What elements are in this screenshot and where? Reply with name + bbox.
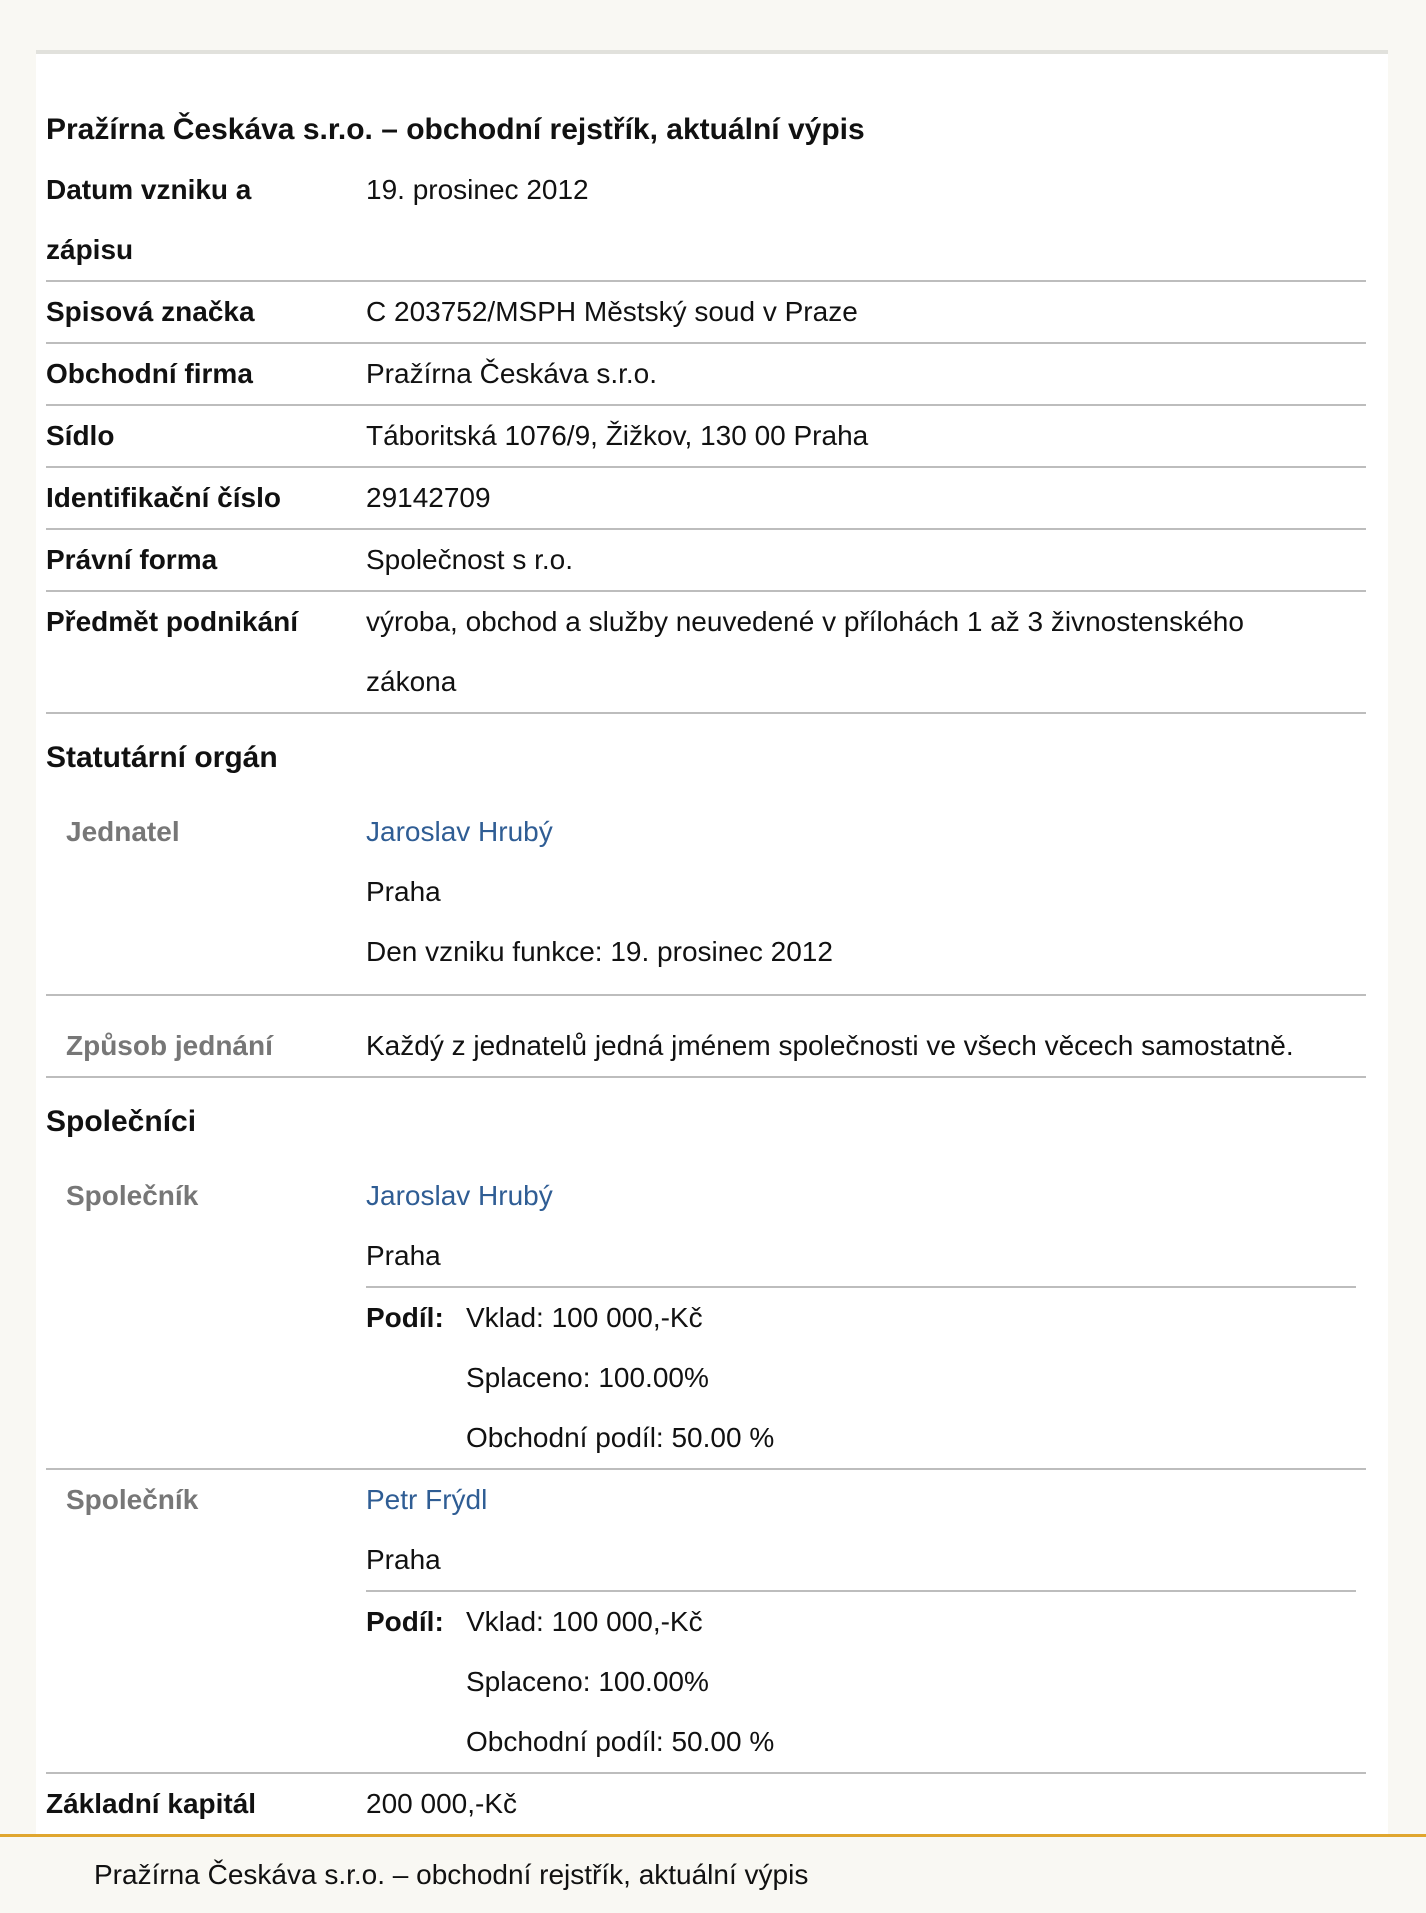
row-business (46, 592, 1366, 714)
capital-label: Základní kapitál (46, 1788, 257, 1819)
id-number-label: Identifikační číslo (46, 482, 281, 513)
row-acting (46, 996, 1366, 1078)
partner-1-label: Společník (66, 1180, 199, 1211)
row-file-number (46, 282, 1366, 344)
row-id-number (46, 468, 1366, 530)
seat-value: Táboritská 1076/9, Žižkov, 130 00 Praha (366, 420, 869, 451)
row-founded (46, 160, 1366, 282)
partner-2-share-percent: Obchodní podíl: 50.00 % (466, 1726, 775, 1757)
file-number-label: Spisová značka (46, 296, 255, 327)
row-partner-2 (46, 1470, 1366, 1774)
partner-2-label: Společník (66, 1484, 199, 1515)
page-title: Pražírna Českáva s.r.o. – obchodní rejstřík, aktuální výpis (46, 113, 865, 146)
legal-form-value: Společnost s r.o. (366, 544, 574, 575)
footer-text: Pražírna Českáva s.r.o. – obchodní rejstřík, aktuální výpis (94, 1859, 809, 1890)
row-legal-form (46, 530, 1366, 592)
partner-1-city: Praha (366, 1240, 441, 1271)
partner-2-paid: Splaceno: 100.00% (466, 1666, 709, 1697)
acting-label: Způsob jednání (66, 1030, 273, 1061)
founded-label: Datum vzniku a zápisu (46, 174, 252, 265)
partner-1-paid: Splaceno: 100.00% (466, 1362, 709, 1393)
seat-label: Sídlo (46, 420, 115, 451)
founded-value: 19. prosinec 2012 (366, 174, 589, 205)
partner-2-share (366, 1592, 1366, 1772)
row-seat (46, 406, 1366, 468)
business-value: výroba, obchod a služby neuvedené v přílohách 1 až 3 živnostenského zákona (366, 606, 1244, 697)
director-city: Praha (366, 876, 441, 907)
row-partner-1 (46, 1166, 1366, 1470)
partner-1-deposit: Vklad: 100 000,-Kč (466, 1302, 703, 1333)
row-company-name (46, 344, 1366, 406)
company-name-value: Pražírna Českáva s.r.o. (366, 358, 658, 389)
partner-1-share-percent: Obchodní podíl: 50.00 % (466, 1422, 775, 1453)
director-name-link[interactable]: Jaroslav Hrubý (366, 816, 553, 847)
company-name-label: Obchodní firma (46, 358, 253, 389)
registry-card (36, 50, 1388, 1838)
partner-1-share-label: Podíl: (366, 1302, 444, 1333)
id-number-value: 29142709 (366, 482, 491, 513)
registry-content (46, 54, 1366, 1836)
acting-value: Každý z jednatelů jedná jménem společnosti ve všech věcech samostatně. (366, 1030, 1294, 1061)
director-details (366, 802, 1366, 982)
partner-1-name-link[interactable]: Jaroslav Hrubý (366, 1180, 553, 1211)
partners-heading: Společníci (46, 1105, 197, 1138)
partner-1-share-values (466, 1288, 774, 1468)
partner-2-deposit: Vklad: 100 000,-Kč (466, 1606, 703, 1637)
row-director (46, 802, 1366, 996)
director-since: Den vzniku funkce: 19. prosinec 2012 (366, 936, 833, 967)
director-label: Jednatel (66, 816, 180, 847)
partner-2-city: Praha (366, 1544, 441, 1575)
partner-1-share (366, 1288, 1366, 1468)
partner-1-details (366, 1166, 1366, 1468)
statutory-heading: Statutární orgán (46, 741, 278, 774)
file-number-value: C 203752/MSPH Městský soud v Praze (366, 296, 858, 327)
page-footer (0, 1834, 1426, 1910)
partner-2-share-label: Podíl: (366, 1606, 444, 1637)
partner-2-details (366, 1470, 1366, 1772)
row-capital (46, 1774, 1366, 1836)
partner-2-name-link[interactable]: Petr Frýdl (366, 1484, 488, 1515)
business-label: Předmět podnikání (46, 606, 299, 637)
legal-form-label: Právní forma (46, 544, 218, 575)
partner-2-share-values (466, 1592, 774, 1772)
capital-value: 200 000,-Kč (366, 1788, 517, 1819)
